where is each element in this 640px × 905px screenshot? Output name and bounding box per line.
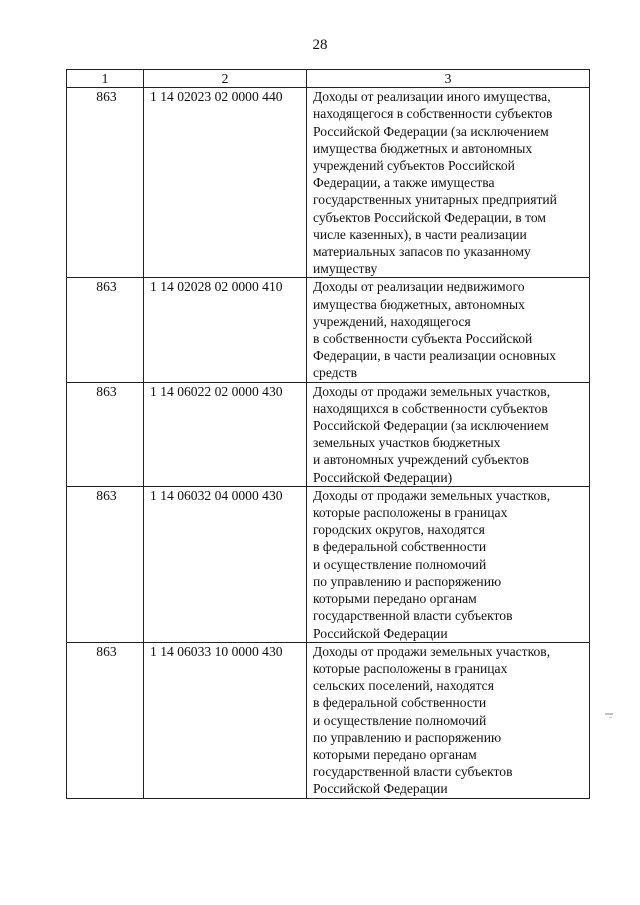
description-line: которыми передано органам	[313, 591, 477, 607]
description-line: Федерации, в части реализации основных	[313, 348, 557, 364]
header-row	[67, 70, 590, 88]
column-header-3: 3	[307, 70, 590, 88]
description-line: государственной власти субъектов	[313, 608, 513, 624]
description-line: в федеральной собственности	[313, 539, 487, 555]
description-line: имущества бюджетных и автономных	[313, 140, 533, 156]
description-line: земельных участков бюджетных	[313, 435, 501, 451]
description-line: Российской Федерации (за исключением	[313, 123, 549, 139]
description-line: Доходы от продажи земельных участков,	[313, 383, 551, 399]
scan-artifact	[605, 713, 613, 715]
description-line: государственных унитарных предприятий	[313, 192, 557, 208]
description-line: по управлению и распоряжению	[313, 729, 502, 745]
description-line: Российской Федерации	[313, 625, 448, 641]
administrator-code-cell: 863	[67, 382, 144, 486]
description-line: имуществу	[313, 261, 378, 277]
table-row	[67, 88, 590, 278]
description-line: Доходы от реализации недвижимого	[313, 279, 525, 295]
description-line: числе казенных), в части реализации	[313, 226, 527, 242]
description-line: средств	[313, 365, 357, 381]
budget-classification-code-cell: 1 14 06022 02 0000 430	[144, 382, 307, 486]
administrator-code-cell: 863	[67, 642, 144, 798]
description-line: сельских поселений, находятся	[313, 678, 494, 694]
table-row	[67, 642, 590, 798]
description-line: Федерации, а также имущества	[313, 175, 495, 191]
description-line: Доходы от реализации иного имущества,	[313, 89, 551, 105]
revenue-description-cell	[307, 88, 590, 278]
description-line: находящегося в собственности субъектов	[313, 106, 553, 122]
description-line: городских округов, находятся	[313, 522, 485, 538]
description-line: в федеральной собственности	[313, 695, 487, 711]
table-header	[67, 70, 590, 88]
description-line: и осуществление полномочий	[313, 556, 487, 572]
scan-artifact	[609, 717, 612, 718]
page-number: 28	[312, 37, 328, 53]
revenue-description-cell	[307, 382, 590, 486]
budget-classification-code-cell: 1 14 06033 10 0000 430	[144, 642, 307, 798]
description-line: материальных запасов по указанному	[313, 244, 531, 260]
revenue-description-cell	[307, 278, 590, 382]
budget-classification-code-cell: 1 14 02023 02 0000 440	[144, 88, 307, 278]
budget-classification-code-cell: 1 14 02028 02 0000 410	[144, 278, 307, 382]
administrator-code-cell: 863	[67, 278, 144, 382]
description-line: учреждений, находящегося	[313, 313, 471, 329]
description-line: которые расположены в границах	[313, 505, 508, 521]
table-row	[67, 486, 590, 642]
budget-classification-code-cell: 1 14 06032 04 0000 430	[144, 486, 307, 642]
description-line: Российской Федерации	[313, 781, 448, 797]
revenue-description-cell	[307, 642, 590, 798]
description-line: и осуществление полномочий	[313, 712, 487, 728]
table-row	[67, 278, 590, 382]
description-line: находящихся в собственности субъектов	[313, 400, 548, 416]
column-header-1: 1	[67, 70, 144, 88]
description-line: в собственности субъекта Российской	[313, 331, 533, 347]
description-line: которые расположены в границах	[313, 660, 508, 676]
description-line: имущества бюджетных, автономных	[313, 296, 525, 312]
revenue-description-cell	[307, 486, 590, 642]
description-line: по управлению и распоряжению	[313, 573, 502, 589]
administrator-code-cell: 863	[67, 486, 144, 642]
description-line: субъектов Российской Федерации, в том	[313, 209, 547, 225]
description-line: Российской Федерации (за исключением	[313, 418, 549, 434]
description-line: государственной власти субъектов	[313, 764, 513, 780]
table-row	[67, 382, 590, 486]
column-header-2: 2	[144, 70, 307, 88]
description-line: и автономных учреждений субъектов	[313, 452, 529, 468]
administrator-code-cell: 863	[67, 88, 144, 278]
revenue-codes-table	[66, 69, 590, 799]
table-body	[67, 88, 590, 798]
description-line: учреждений субъектов Российской	[313, 158, 515, 174]
description-line: Российской Федерации)	[313, 469, 453, 485]
description-line: Доходы от продажи земельных участков,	[313, 487, 551, 503]
description-line: Доходы от продажи земельных участков,	[313, 643, 551, 659]
description-line: которыми передано органам	[313, 746, 477, 762]
